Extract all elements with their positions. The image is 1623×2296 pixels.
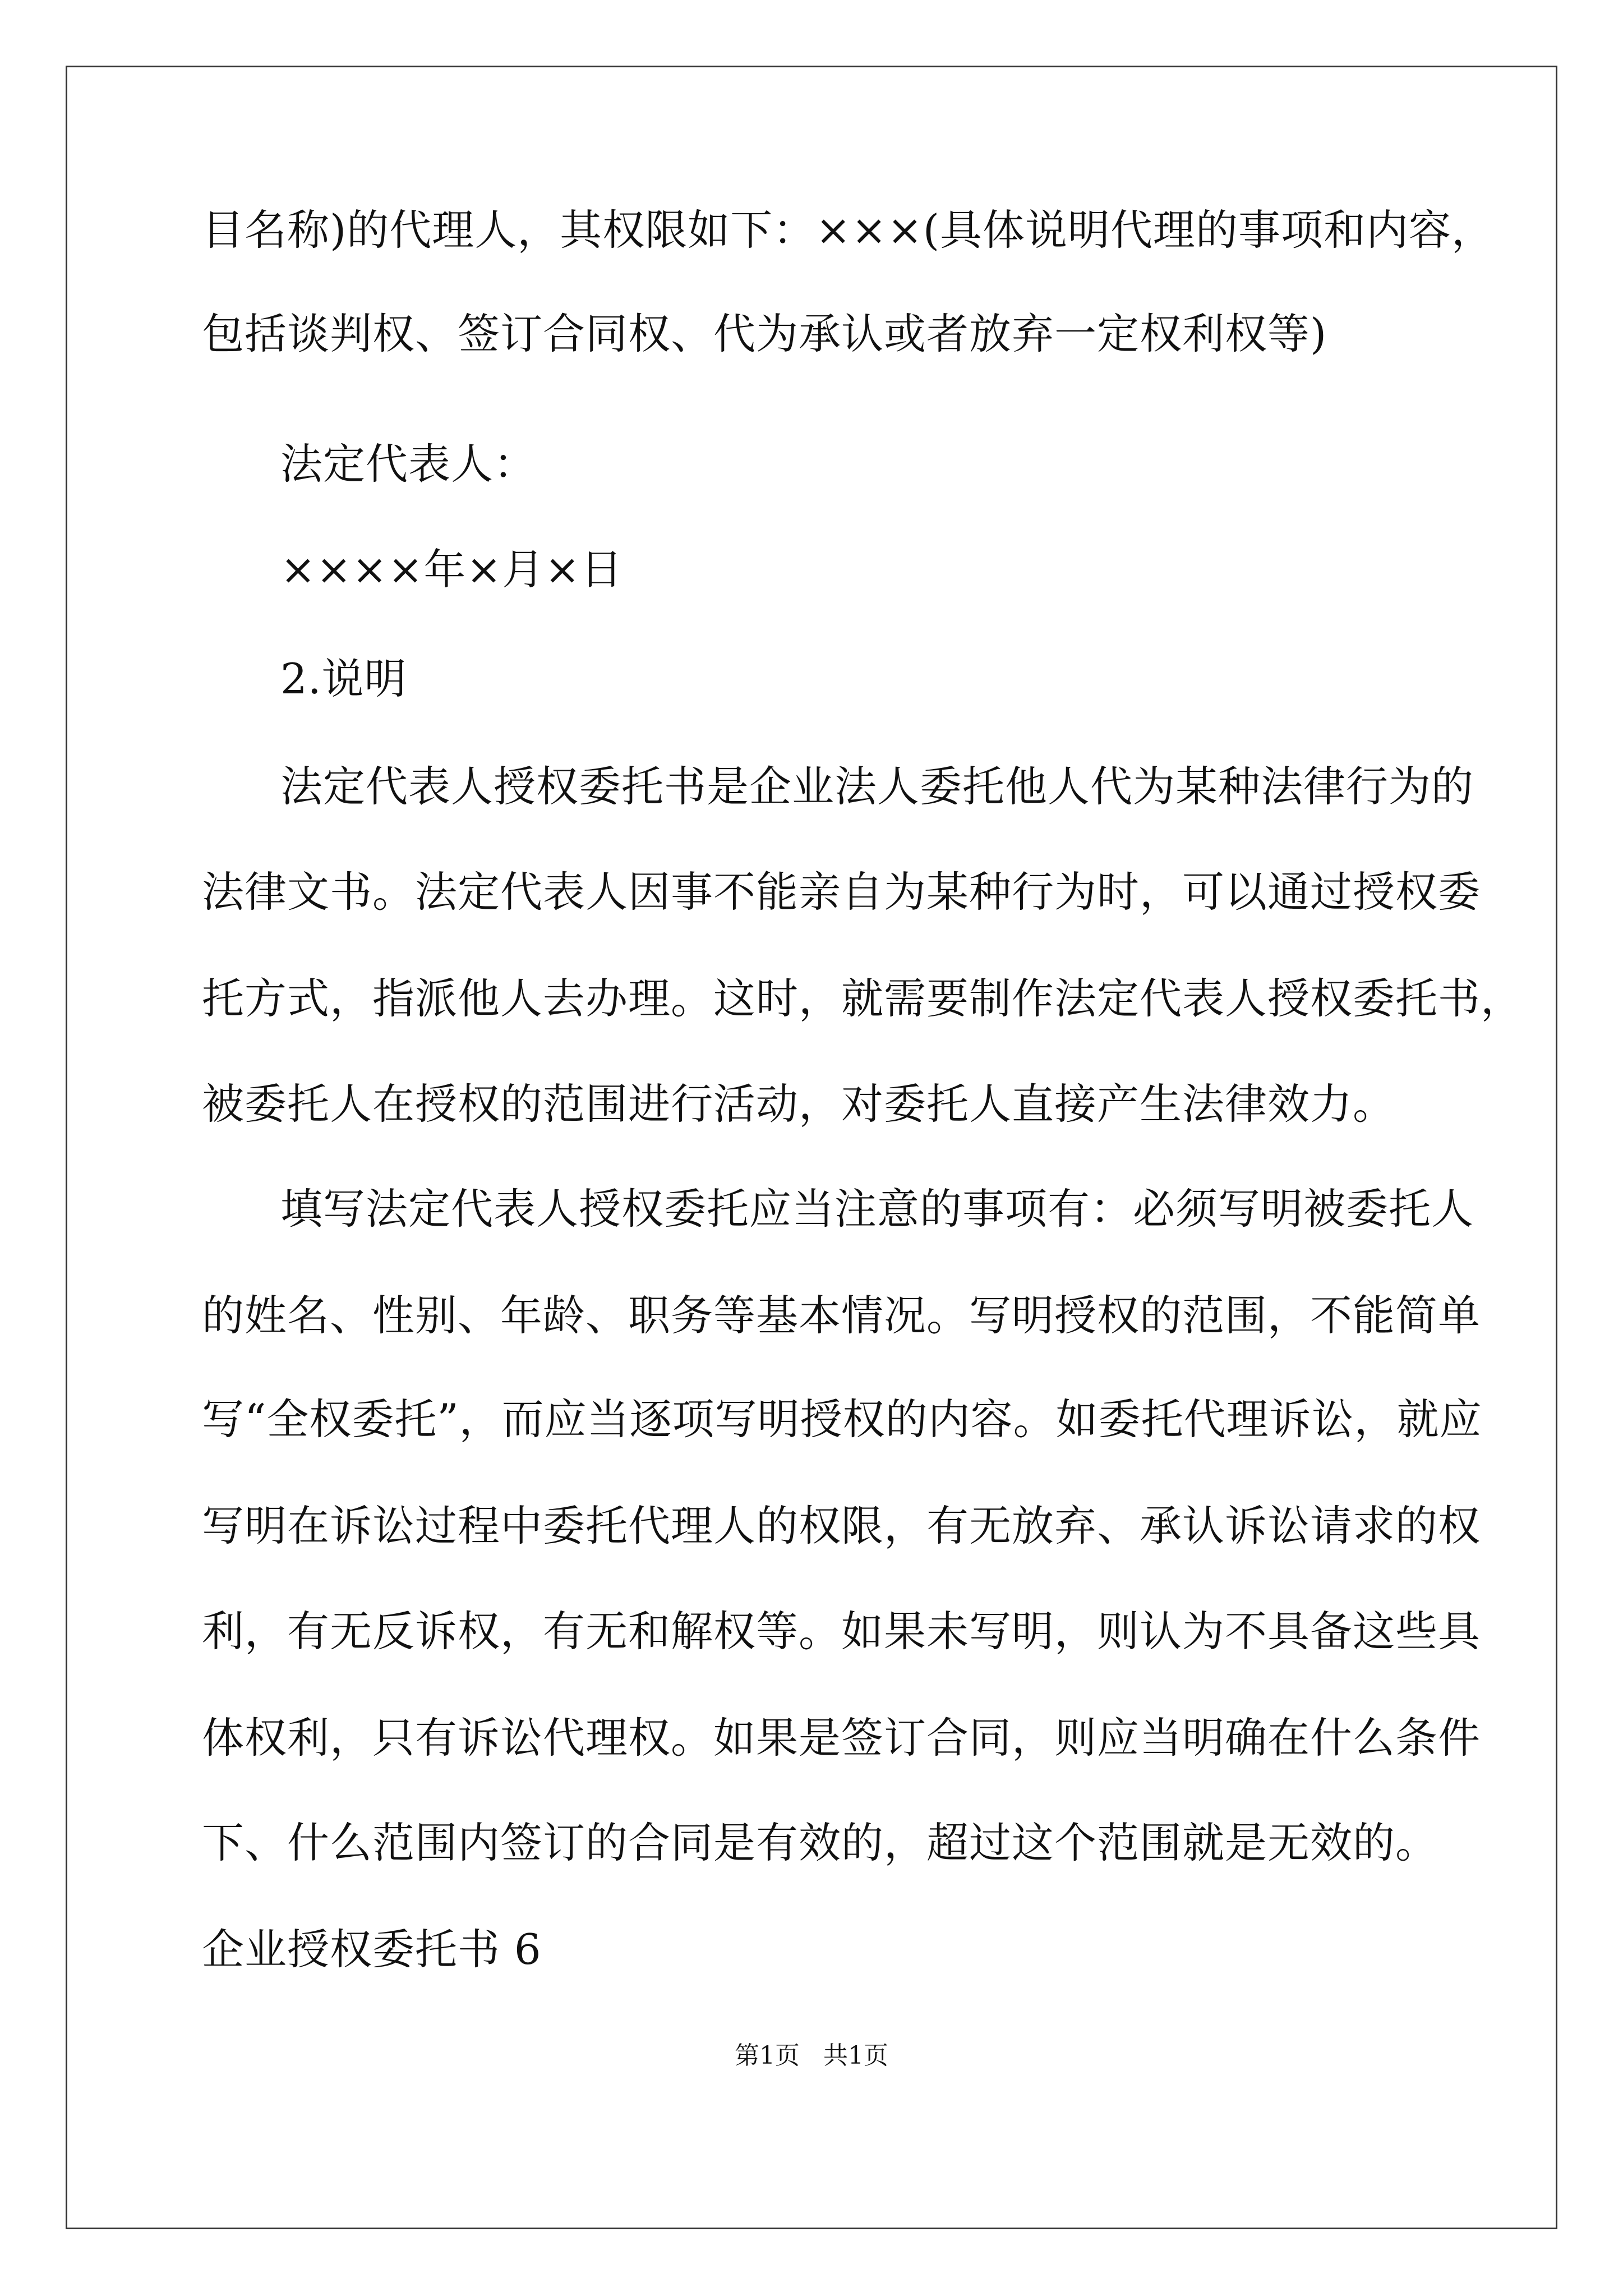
page-border <box>66 66 1557 2229</box>
paragraph-2-line-7: 下、什么范围内签订的合同是有效的，超过这个范围就是无效的。 <box>202 1818 1438 1867</box>
paragraph-2-line-4: 写明在诉讼过程中委托代理人的权限，有无放弃、承认诉讼请求的权 <box>202 1501 1481 1550</box>
signature-label: 法定代表人： <box>280 439 537 489</box>
paragraph-2-line-2: 的姓名、性别、年龄、职务等基本情况。写明授权的范围，不能简单 <box>202 1291 1481 1340</box>
text-line-1: 目名称)的代理人，其权限如下：×××(具体说明代理的事项和内容， <box>202 205 1495 255</box>
paragraph-2-line-6: 体权利，只有诉讼代理权。如果是签订合同，则应当明确在什么条件 <box>202 1713 1481 1763</box>
paragraph-1-line-4: 被委托人在授权的范围进行活动，对委托人直接产生法律效力。 <box>202 1079 1396 1129</box>
next-section-title: 企业授权委托书 6 <box>202 1925 542 1974</box>
paragraph-1-line-3: 托方式，指派他人去办理。这时，就需要制作法定代表人授权委托书， <box>202 974 1524 1023</box>
paragraph-1-line-1: 法定代表人授权委托书是企业法人委托他人代为某种法律行为的 <box>280 762 1474 811</box>
page-number: 第1页 <box>735 2041 800 2070</box>
date-line: ××××年×月×日 <box>280 545 624 594</box>
paragraph-2-line-5: 利，有无反诉权，有无和解权等。如果未写明，则认为不具备这些具 <box>202 1607 1481 1656</box>
text-line-2: 包括谈判权、签订合同权、代为承认或者放弃一定权利权等) <box>202 309 1327 358</box>
paragraph-2-line-3: 写“全权委托”，而应当逐项写明授权的内容。如委托代理诉讼，就应 <box>202 1395 1482 1444</box>
page-footer <box>0 2039 1623 2073</box>
section-heading: 2.说明 <box>280 654 407 703</box>
paragraph-2-line-1: 填写法定代表人授权委托应当注意的事项有：必须写明被委托人 <box>280 1184 1474 1234</box>
total-pages: 共1页 <box>823 2041 888 2070</box>
paragraph-1-line-2: 法律文书。法定代表人因事不能亲自为某种行为时，可以通过授权委 <box>202 867 1481 917</box>
